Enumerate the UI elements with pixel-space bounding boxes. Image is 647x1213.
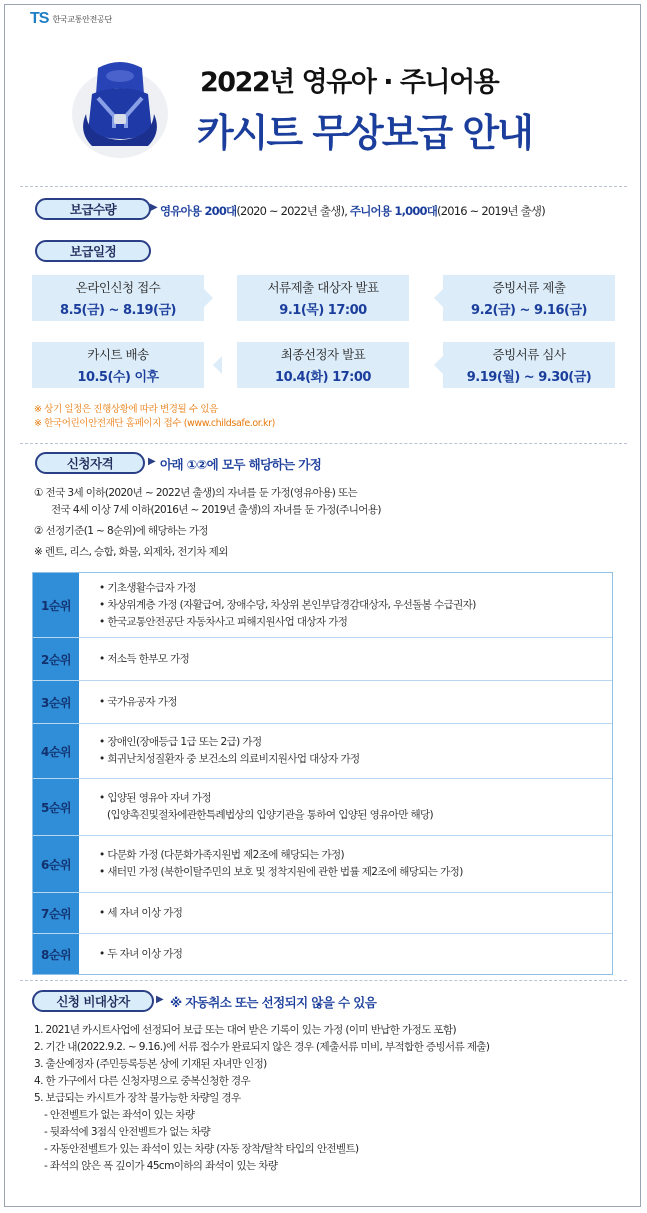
step-title: 증빙서류 제출 xyxy=(492,280,566,295)
schedule-pill xyxy=(35,240,151,262)
criteria-cell xyxy=(79,779,612,835)
criteria-item: • 세 자녀 이상 가정 xyxy=(99,906,183,919)
rank-label: 5순위 xyxy=(40,800,72,815)
criteria-item: • 기초생활수급자 가정 xyxy=(99,581,196,594)
logo xyxy=(30,10,112,28)
ineligible-item: 4. 한 가구에서 다른 신청자명으로 중복신청한 경우 xyxy=(34,1075,251,1087)
triangle-right-icon: ▶ xyxy=(156,994,164,1005)
ineligible-subitem: - 안전벨트가 없는 좌석이 있는 차량 xyxy=(44,1109,195,1121)
rank-cell xyxy=(33,573,79,637)
table-row xyxy=(33,779,612,836)
divider xyxy=(20,186,627,187)
arrow-right-icon xyxy=(204,289,213,307)
car-seat-icon xyxy=(68,54,172,166)
eligibility-line: 전국 4세 이상 7세 이하(2016년 ~ 2019년 출생)의 자녀를 둔 가정(주니어용) xyxy=(51,504,381,516)
schedule-step xyxy=(237,275,409,321)
rank-cell xyxy=(33,836,79,892)
eligibility-pill xyxy=(35,452,145,474)
table-row xyxy=(33,573,612,638)
criteria-item: • 희귀난치성질환자 중 보건소의 의료비지원사업 대상자 가정 xyxy=(99,753,360,765)
criteria-item: • 차상위계층 가정 (자활급여, 장애수당, 차상위 본인부담경감대상자, 우선돌봄 수급권자) xyxy=(99,598,476,611)
criteria-item: • 새터민 가정 (북한이탈주민의 보호 및 정착지원에 관한 법률 제2조에 해당되는 가정) xyxy=(99,866,463,878)
schedule-step xyxy=(32,275,204,321)
step-title: 최종선정자 발표 xyxy=(280,347,366,362)
step-date: 10.5(수) 이후 xyxy=(77,370,159,385)
ineligible-subitem: - 자동안전벨트가 있는 좌석이 있는 차량 (자동 장착/탈착 타입의 안전벨트) xyxy=(44,1143,359,1155)
page-subtitle: 2022년 영유아 · 주니어용 xyxy=(200,67,499,98)
infant-quantity: 영유아용 200대 xyxy=(160,204,237,218)
table-row xyxy=(33,893,612,934)
step-title: 온라인신청 접수 xyxy=(75,280,161,295)
arrow-left-icon xyxy=(434,289,443,307)
schedule-step xyxy=(32,342,204,388)
schedule-step xyxy=(237,342,409,388)
table-row xyxy=(33,638,612,681)
logo-text: 한국교통안전공단 xyxy=(52,14,112,24)
logo-mark: TS xyxy=(30,10,49,27)
criteria-item: • 두 자녀 이상 가정 xyxy=(99,947,183,960)
junior-quantity: 주니어용 1,000대 xyxy=(349,204,438,218)
infant-period: (2020 ~ 2022년 출생), xyxy=(236,204,348,218)
page-title: 카시트 무상보급 안내 xyxy=(197,111,532,155)
triangle-right-icon: ▶ xyxy=(150,202,158,213)
ineligible-item: 2. 기간 내(2022.9.2. ~ 9.16.)에 서류 접수가 완료되지 않은 경우 (제출서류 미비, 부적합한 증빙서류 제출) xyxy=(34,1041,490,1053)
rank-label: 1순위 xyxy=(40,598,72,613)
schedule-note: ※ 한국어린이안전재단 홈페이지 접수 (www.childsafe.or.kr) xyxy=(34,418,275,429)
junior-period: (2016 ~ 2019년 출생) xyxy=(437,204,545,218)
criteria-cell xyxy=(79,638,612,680)
rank-label: 3순위 xyxy=(40,695,72,710)
supply-pill xyxy=(35,198,151,220)
step-date: 10.4(화) 17:00 xyxy=(275,370,371,385)
criteria-cell xyxy=(79,836,612,892)
rank-label: 6순위 xyxy=(40,857,72,872)
criteria-cell xyxy=(79,681,612,723)
step-date: 8.5(금) ~ 8.19(금) xyxy=(60,303,176,318)
ineligible-pill xyxy=(32,990,154,1012)
eligibility-line: ※ 렌트, 리스, 승합, 화물, 외제차, 전기차 제외 xyxy=(34,546,228,558)
table-row xyxy=(33,836,612,893)
rank-cell xyxy=(33,893,79,933)
criteria-item: • 입양된 영유아 자녀 가정 xyxy=(99,792,211,804)
divider xyxy=(20,980,627,981)
arrow-left-icon xyxy=(434,356,443,374)
criteria-item: • 국가유공자 가정 xyxy=(99,695,177,708)
step-date: 9.2(금) ~ 9.16(금) xyxy=(471,303,587,318)
supply-label: 보급수량 xyxy=(69,202,117,217)
priority-table xyxy=(32,572,613,975)
criteria-cell xyxy=(79,724,612,778)
table-row xyxy=(33,934,612,974)
ineligible-subitem: - 뒷좌석에 3점식 안전벨트가 없는 차량 xyxy=(44,1126,211,1138)
rank-cell xyxy=(33,681,79,723)
rank-label: 8순위 xyxy=(40,947,72,962)
rank-cell xyxy=(33,779,79,835)
ineligible-label: 신청 비대상자 xyxy=(56,994,130,1009)
table-row xyxy=(33,724,612,779)
criteria-item: • 다문화 가정 (다문화가족지원법 제2조에 해당되는 가정) xyxy=(99,849,345,861)
step-title: 서류제출 대상자 발표 xyxy=(267,280,379,295)
step-title: 카시트 배송 xyxy=(87,347,149,362)
ineligible-headline: ※ 자동취소 또는 선정되지 않을 수 있음 xyxy=(170,995,377,1010)
step-title: 증빙서류 심사 xyxy=(492,347,566,362)
rank-cell xyxy=(33,934,79,974)
schedule-step xyxy=(443,275,615,321)
step-date: 9.1(목) 17:00 xyxy=(279,303,367,318)
schedule-note: ※ 상기 일정은 진행상황에 따라 변경될 수 있음 xyxy=(34,404,218,415)
eligibility-line: ① 전국 3세 이하(2020년 ~ 2022년 출생)의 자녀를 둔 가정(영유아용) 또는 xyxy=(34,487,358,499)
criteria-cell xyxy=(79,934,612,974)
eligibility-line: ② 선정기준(1 ~ 8순위)에 해당하는 가정 xyxy=(34,525,208,537)
rank-cell xyxy=(33,724,79,778)
ineligible-item: 5. 보급되는 카시트가 장착 불가능한 차량일 경우 xyxy=(34,1092,241,1104)
schedule-label: 보급일정 xyxy=(69,244,117,259)
criteria-cell xyxy=(79,893,612,933)
criteria-item: • 저소득 한부모 가정 xyxy=(99,652,190,665)
ineligible-subitem: - 좌석의 앉은 폭 깊이가 45cm이하의 좌석이 있는 차량 xyxy=(44,1160,278,1172)
table-row xyxy=(33,681,612,724)
ineligible-item: 3. 출산예정자 (주민등록등본 상에 기재된 자녀만 인정) xyxy=(34,1058,267,1070)
criteria-item: • 장애인(장애등급 1급 또는 2급) 가정 xyxy=(99,736,262,748)
triangle-right-icon: ▶ xyxy=(148,456,156,467)
rank-cell xyxy=(33,638,79,680)
criteria-item: • 한국교통안전공단 자동차사고 피해지원사업 대상자 가정 xyxy=(99,615,348,628)
eligibility-headline: 아래 ①②에 모두 해당하는 가정 xyxy=(160,457,322,472)
step-date: 9.19(월) ~ 9.30(금) xyxy=(466,370,592,385)
criteria-item: (입양촉진및절차에관한특례법상의 입양기관을 통하여 입양된 영유아만 해당) xyxy=(107,809,434,821)
eligibility-label: 신청자격 xyxy=(66,456,114,471)
rank-label: 4순위 xyxy=(40,744,72,759)
arrow-left-icon xyxy=(213,356,222,374)
criteria-cell xyxy=(79,573,612,637)
ineligible-list xyxy=(34,1022,489,1175)
divider xyxy=(20,443,627,444)
rank-label: 2순위 xyxy=(40,652,72,667)
supply-quantity xyxy=(160,203,545,219)
ineligible-item: 1. 2021년 카시트사업에 선정되어 보급 또는 대여 받은 기록이 있는 가정 (이미 반납한 가정도 포함) xyxy=(34,1024,457,1036)
schedule-step xyxy=(443,342,615,388)
rank-label: 7순위 xyxy=(40,906,72,921)
